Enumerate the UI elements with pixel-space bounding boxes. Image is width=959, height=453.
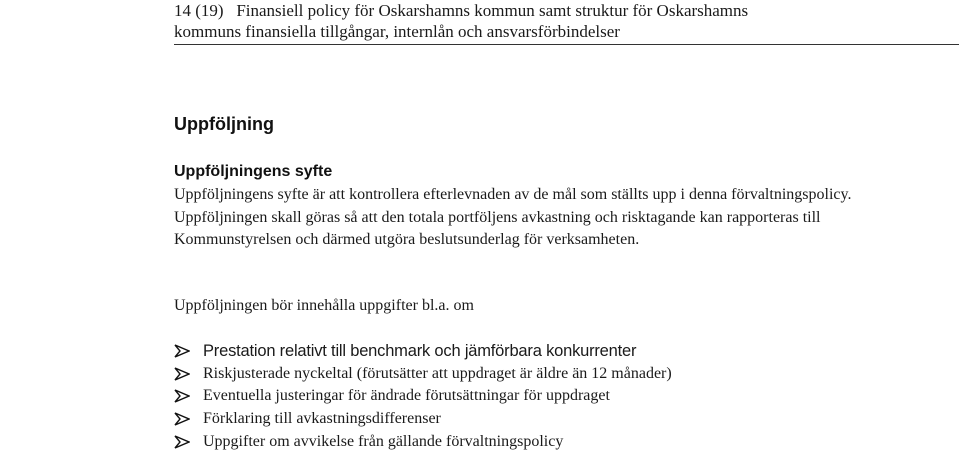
bullet-intro: Uppföljningen bör innehålla uppgifter bl.a. om bbox=[174, 297, 474, 314]
list-item-text: Riskjusterade nyckeltal (förutsätter att uppdraget är äldre än 12 månader) bbox=[203, 364, 672, 382]
list-item bbox=[174, 340, 672, 363]
list-item bbox=[174, 408, 672, 431]
list-item bbox=[174, 430, 672, 453]
arrowhead-bullet-icon bbox=[174, 389, 190, 403]
bullet-list bbox=[174, 340, 672, 453]
list-item-text: Eventuella justeringar för ändrade förutsättningar för uppdraget bbox=[203, 387, 610, 405]
list-item bbox=[174, 385, 672, 408]
arrowhead-bullet-icon bbox=[174, 435, 190, 449]
arrowhead-bullet-icon bbox=[174, 344, 190, 358]
header-divider bbox=[174, 44, 959, 45]
list-item-text: Uppgifter om avvikelse från gällande förvaltningspolicy bbox=[203, 432, 564, 450]
arrowhead-bullet-icon bbox=[174, 412, 190, 426]
section-title: Uppföljning bbox=[174, 114, 274, 134]
list-item-text: Förklaring till avkastningsdifferenser bbox=[203, 410, 441, 428]
list-item-text: Prestation relativt till benchmark och jämförbara konkurrenter bbox=[203, 341, 637, 360]
header-line-1: 14 (19) Finansiell policy för Oskarshamns kommun samt struktur för Oskarshamns bbox=[174, 1, 749, 20]
body-paragraph: Uppföljningens syfte är att kontrollera efterlevnaden av de mål som ställts upp i denna förvaltningspolicy. Uppföljningen skall göras så att den totala portföljens avkastning och risktagande kan rapporteras till Kommunstyrelsen och därmed utgöra beslutsunderlag för verksamheten. bbox=[174, 186, 852, 248]
page-header bbox=[174, 0, 959, 42]
header-line-2: kommuns finansiella tillgångar, internlån och ansvarsförbindelser bbox=[174, 22, 620, 41]
list-item bbox=[174, 363, 672, 386]
section-subtitle: Uppföljningens syfte bbox=[174, 163, 333, 180]
arrowhead-bullet-icon bbox=[174, 367, 190, 381]
